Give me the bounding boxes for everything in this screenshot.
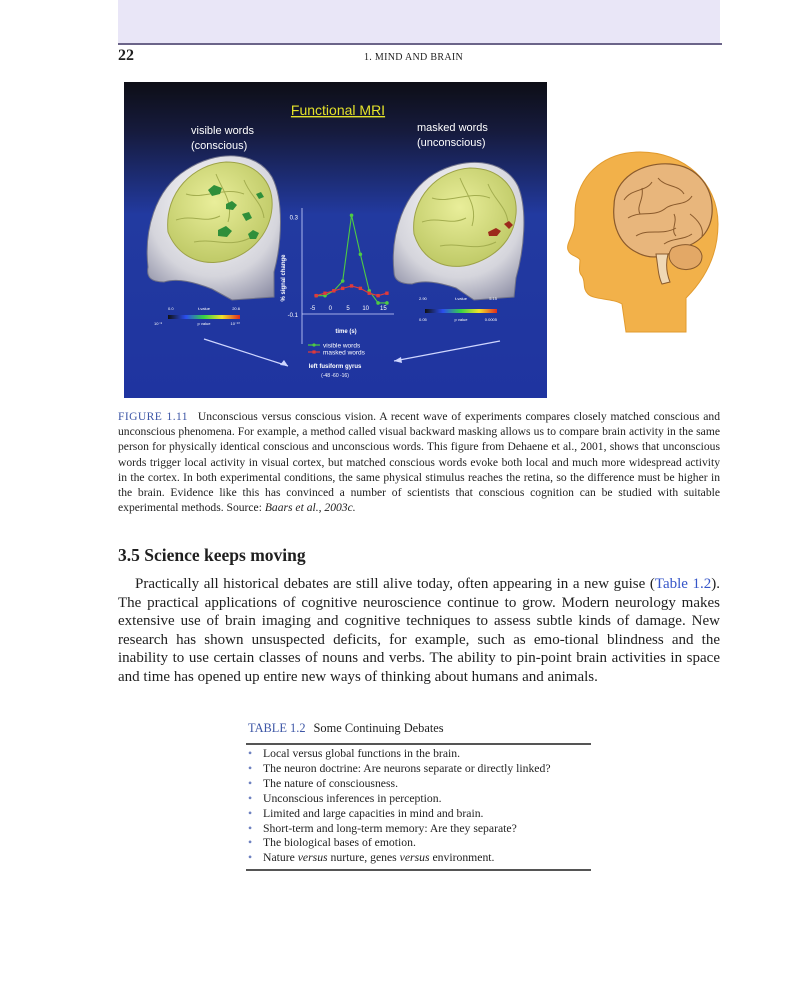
x-tick-label: 0 xyxy=(328,306,332,312)
fmri-figure xyxy=(124,82,547,398)
table-reference-link[interactable]: Table 1.2 xyxy=(654,576,712,592)
right-p-min: 0.05 xyxy=(419,317,427,322)
paragraph-text-1: Practically all historical debates are still alive today, often appearing in a new guise ( xyxy=(135,576,655,592)
item-text: nurture, genes xyxy=(327,851,400,865)
list-item: • Short-term and long-term memory: Are they separate? xyxy=(248,822,551,837)
left-p-label: p value xyxy=(197,321,211,326)
list-item: • Limited and large capacities in mind and brain. xyxy=(248,807,551,822)
data-point xyxy=(376,294,379,297)
top-band xyxy=(118,0,720,43)
data-point xyxy=(314,294,317,297)
data-point xyxy=(385,301,389,305)
data-point xyxy=(323,292,326,295)
right-p-max: 0.0005 xyxy=(484,317,497,322)
list-item: • The nature of consciousness. xyxy=(248,777,551,792)
data-point xyxy=(332,289,335,292)
data-point xyxy=(341,287,344,290)
list-item xyxy=(248,851,551,866)
plot-y-axis-label: % signal change xyxy=(281,254,287,302)
data-point xyxy=(341,279,345,283)
left-condition-sublabel: (conscious) xyxy=(191,140,248,152)
figure-caption xyxy=(118,409,720,515)
list-item: • Unconscious inferences in perception. xyxy=(248,792,551,807)
list-item: • The neuron doctrine: Are neurons separate or directly linked? xyxy=(248,762,551,777)
data-point xyxy=(368,292,371,295)
x-tick-label: -5 xyxy=(309,306,316,312)
list-item: • The biological bases of emotion. xyxy=(248,836,551,851)
data-point xyxy=(376,301,380,305)
x-tick-label: 5 xyxy=(346,306,350,312)
left-scale-min: 0.0 xyxy=(168,306,174,311)
data-point xyxy=(350,214,354,218)
table-bottom-rule xyxy=(246,869,591,871)
brain-head-illustration xyxy=(566,148,722,334)
figure-caption-text: Unconscious versus conscious vision. A recent wave of experiments compares closely matched conscious and unconscious phenomena. For example, a method called visual backward masking allows us to compare brain activity in the same person for physically identical conscious and unconscious words. This figure from Dehaene et al., 2001, shows that unconscious words trigger local activity in visual cortex, but matched conscious words evoke both local and much more widespread activity in the cortex. In both experimental conditions, the same physical stimulus reaches the retina, so the difference must be higher in the brain. Evidence like this has convinced a number of scientists that conscious cognition can be studied with suitable experimental methods. Source: xyxy=(118,410,720,515)
data-point xyxy=(359,252,363,256)
figure-title: Functional MRI xyxy=(290,102,386,118)
legend-masked-words: masked words xyxy=(323,349,365,357)
table-title: Some Continuing Debates xyxy=(313,721,444,735)
table-caption xyxy=(248,721,444,736)
right-scale-max: 5.15 xyxy=(489,296,497,301)
item-text: Nature xyxy=(263,851,298,865)
item-text: environment. xyxy=(429,851,495,865)
region-coordinates: (-48 -60 -16) xyxy=(321,373,349,379)
plot-x-axis-label: time (s) xyxy=(335,329,357,335)
x-tick-label: 10 xyxy=(362,306,370,312)
y-tick-label: 0.3 xyxy=(289,215,298,222)
header-rule xyxy=(118,43,722,45)
left-scale-label: t-value xyxy=(197,306,211,311)
section-heading: 3.5 Science keeps moving xyxy=(118,545,306,565)
item-emphasis: versus xyxy=(297,851,328,865)
debates-list xyxy=(248,747,551,866)
figure-label: FIGURE 1.11 xyxy=(118,410,189,423)
left-scale-max: 20.6 xyxy=(232,306,240,311)
right-scale-label: t-value xyxy=(454,296,468,301)
x-tick-label: 15 xyxy=(380,306,387,312)
left-p-max: 10⁻¹⁰ xyxy=(230,321,240,326)
section-paragraph xyxy=(118,575,720,687)
right-p-label: p value xyxy=(454,317,468,322)
figure-source: Baars et al., 2003c. xyxy=(264,501,356,515)
cerebellum-shape xyxy=(669,245,702,270)
region-label: left fusiform gyrus xyxy=(308,364,362,370)
left-p-min: 10⁻⁸ xyxy=(154,321,163,326)
data-point xyxy=(385,292,388,295)
table-top-rule xyxy=(246,743,591,745)
right-scale-min: 2.90 xyxy=(419,296,427,301)
running-head: 1. MIND AND BRAIN xyxy=(364,52,463,63)
data-point xyxy=(359,287,362,290)
data-point xyxy=(350,284,353,287)
paragraph-text-2: ). The practical applications of cognitive neuroscience continue to grow. Modern neurology makes extensive use of brain imaging and cognitive techniques to assess subtle kinds of damage. New research has shown unsuspected deficits, for example, such as emo-tional blindness and the inability to use certain classes of nouns and verbs. The ability to pin-point brain activities in space and time has opened up entire new ways of thinking about humans and animals. xyxy=(118,576,720,685)
right-condition-sublabel: (unconscious) xyxy=(417,137,486,149)
item-emphasis: versus xyxy=(399,851,430,865)
page-number: 22 xyxy=(118,47,134,64)
y-tick-label: -0.1 xyxy=(287,313,298,320)
table-label: TABLE 1.2 xyxy=(248,721,306,735)
legend-visible-words: visible words xyxy=(323,342,361,350)
list-item: • Local versus global functions in the brain. xyxy=(248,747,551,762)
right-condition-label: masked words xyxy=(417,122,488,134)
left-condition-label: visible words xyxy=(191,125,254,137)
